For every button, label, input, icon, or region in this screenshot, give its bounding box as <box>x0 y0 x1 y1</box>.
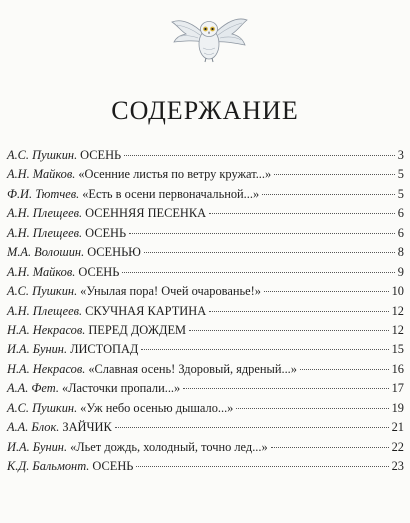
toc-author: И.А. Бунин. <box>7 342 68 357</box>
toc-dot-leader <box>183 387 388 389</box>
toc-page-number: 6 <box>397 225 404 240</box>
toc-work-title: ОСЕННЯЯ ПЕСЕНКА <box>85 206 207 221</box>
toc-author: А.С. Пушкин. <box>7 400 78 415</box>
toc-author: А.А. Блок. <box>7 420 60 435</box>
toc-page-number: 16 <box>391 361 404 376</box>
toc-entry <box>7 243 404 262</box>
toc-entry <box>7 224 404 243</box>
toc-dot-leader <box>274 173 395 175</box>
toc-entry <box>7 302 404 321</box>
toc-dot-leader <box>122 271 394 273</box>
toc-page-number: 21 <box>391 420 404 435</box>
toc-dot-leader <box>129 232 395 234</box>
toc-author: Н.А. Некрасов. <box>7 361 86 376</box>
toc-author: А.Н. Майков. <box>7 264 76 279</box>
toc-page-number: 3 <box>397 148 404 162</box>
toc-work-title: ОСЕНЬ <box>78 264 120 279</box>
toc-work-title: ОСЕНЬ <box>85 225 127 240</box>
toc-author: К.Д. Бальмонт. <box>7 459 90 473</box>
toc-dot-leader <box>271 446 389 448</box>
toc-dot-leader <box>136 465 388 467</box>
toc-dot-leader <box>300 368 389 370</box>
toc-work-title: ЗАЙЧИК <box>62 420 112 435</box>
toc-entry <box>7 165 404 184</box>
toc-author: Ф.И. Тютчев. <box>7 186 80 201</box>
toc-author: А.Н. Майков. <box>7 167 76 182</box>
toc-author: А.С. Пушкин. <box>7 284 78 299</box>
toc-work-title: «Льет дождь, холодный, точно лед...» <box>70 439 268 454</box>
toc-author: А.Н. Плещеев. <box>7 206 83 221</box>
toc-entry <box>7 263 404 282</box>
toc-entry <box>7 438 404 457</box>
toc-work-title: ОСЕНЬ <box>92 459 134 473</box>
toc-page-number: 23 <box>391 459 404 473</box>
toc-author: И.А. Бунин. <box>7 439 68 454</box>
toc-author: Н.А. Некрасов. <box>7 322 86 337</box>
toc-work-title: «Ласточки пропали...» <box>61 381 181 396</box>
toc-work-title: СКУЧНАЯ КАРТИНА <box>85 303 207 318</box>
toc-dot-leader <box>115 426 389 428</box>
toc-work-title: ПЕРЕД ДОЖДЕМ <box>88 322 187 337</box>
toc-work-title: ЛИСТОПАД <box>70 342 139 357</box>
toc-author: М.А. Волошин. <box>7 245 85 260</box>
toc-page-number: 9 <box>397 264 404 279</box>
toc-author: А.Н. Плещеев. <box>7 225 83 240</box>
toc-page-number: 5 <box>397 186 404 201</box>
toc-work-title: «Есть в осени первоначальной...» <box>82 186 260 201</box>
toc-page-number: 10 <box>391 284 404 299</box>
toc-dot-leader <box>209 310 388 312</box>
toc-work-title: «Осенние листья по ветру кружат...» <box>78 167 272 182</box>
table-of-contents <box>7 146 404 476</box>
owl-illustration <box>170 8 248 70</box>
toc-page-number: 8 <box>397 245 404 260</box>
toc-author: А.Н. Плещеев. <box>7 303 83 318</box>
toc-entry <box>7 185 404 204</box>
toc-entry <box>7 457 404 476</box>
toc-page-number: 5 <box>397 167 404 182</box>
toc-dot-leader <box>236 407 388 409</box>
toc-author: А.А. Фет. <box>7 381 59 396</box>
toc-work-title: «Унылая пора! Очей очарованье!» <box>80 284 261 299</box>
toc-page-number: 12 <box>391 322 404 337</box>
toc-dot-leader <box>144 251 395 253</box>
toc-dot-leader <box>189 329 389 331</box>
toc-work-title: «Славная осень! Здоровый, ядреный...» <box>88 361 297 376</box>
toc-entry <box>7 418 404 437</box>
toc-entry <box>7 379 404 398</box>
toc-work-title: ОСЕНЬЮ <box>87 245 141 260</box>
toc-page-number: 15 <box>391 342 404 357</box>
page-title: СОДЕРЖАНИЕ <box>111 96 299 125</box>
toc-dot-leader <box>141 348 388 350</box>
toc-page-number: 19 <box>391 400 404 415</box>
toc-entry <box>7 282 404 301</box>
toc-entry <box>7 204 404 223</box>
toc-dot-leader <box>264 290 389 292</box>
toc-dot-leader <box>209 212 395 214</box>
toc-entry <box>7 146 404 165</box>
toc-page-number: 12 <box>391 303 404 318</box>
toc-work-title: «Уж небо осенью дышало...» <box>80 400 234 415</box>
toc-work-title: ОСЕНЬ <box>80 148 122 162</box>
toc-page-number: 17 <box>391 381 404 396</box>
toc-entry <box>7 321 404 340</box>
toc-entry <box>7 360 404 379</box>
toc-page-number: 22 <box>391 439 404 454</box>
toc-entry <box>7 399 404 418</box>
toc-author: А.С. Пушкин. <box>7 148 78 162</box>
toc-entry <box>7 340 404 359</box>
toc-dot-leader <box>124 154 395 156</box>
toc-dot-leader <box>262 193 395 195</box>
toc-page-number: 6 <box>397 206 404 221</box>
